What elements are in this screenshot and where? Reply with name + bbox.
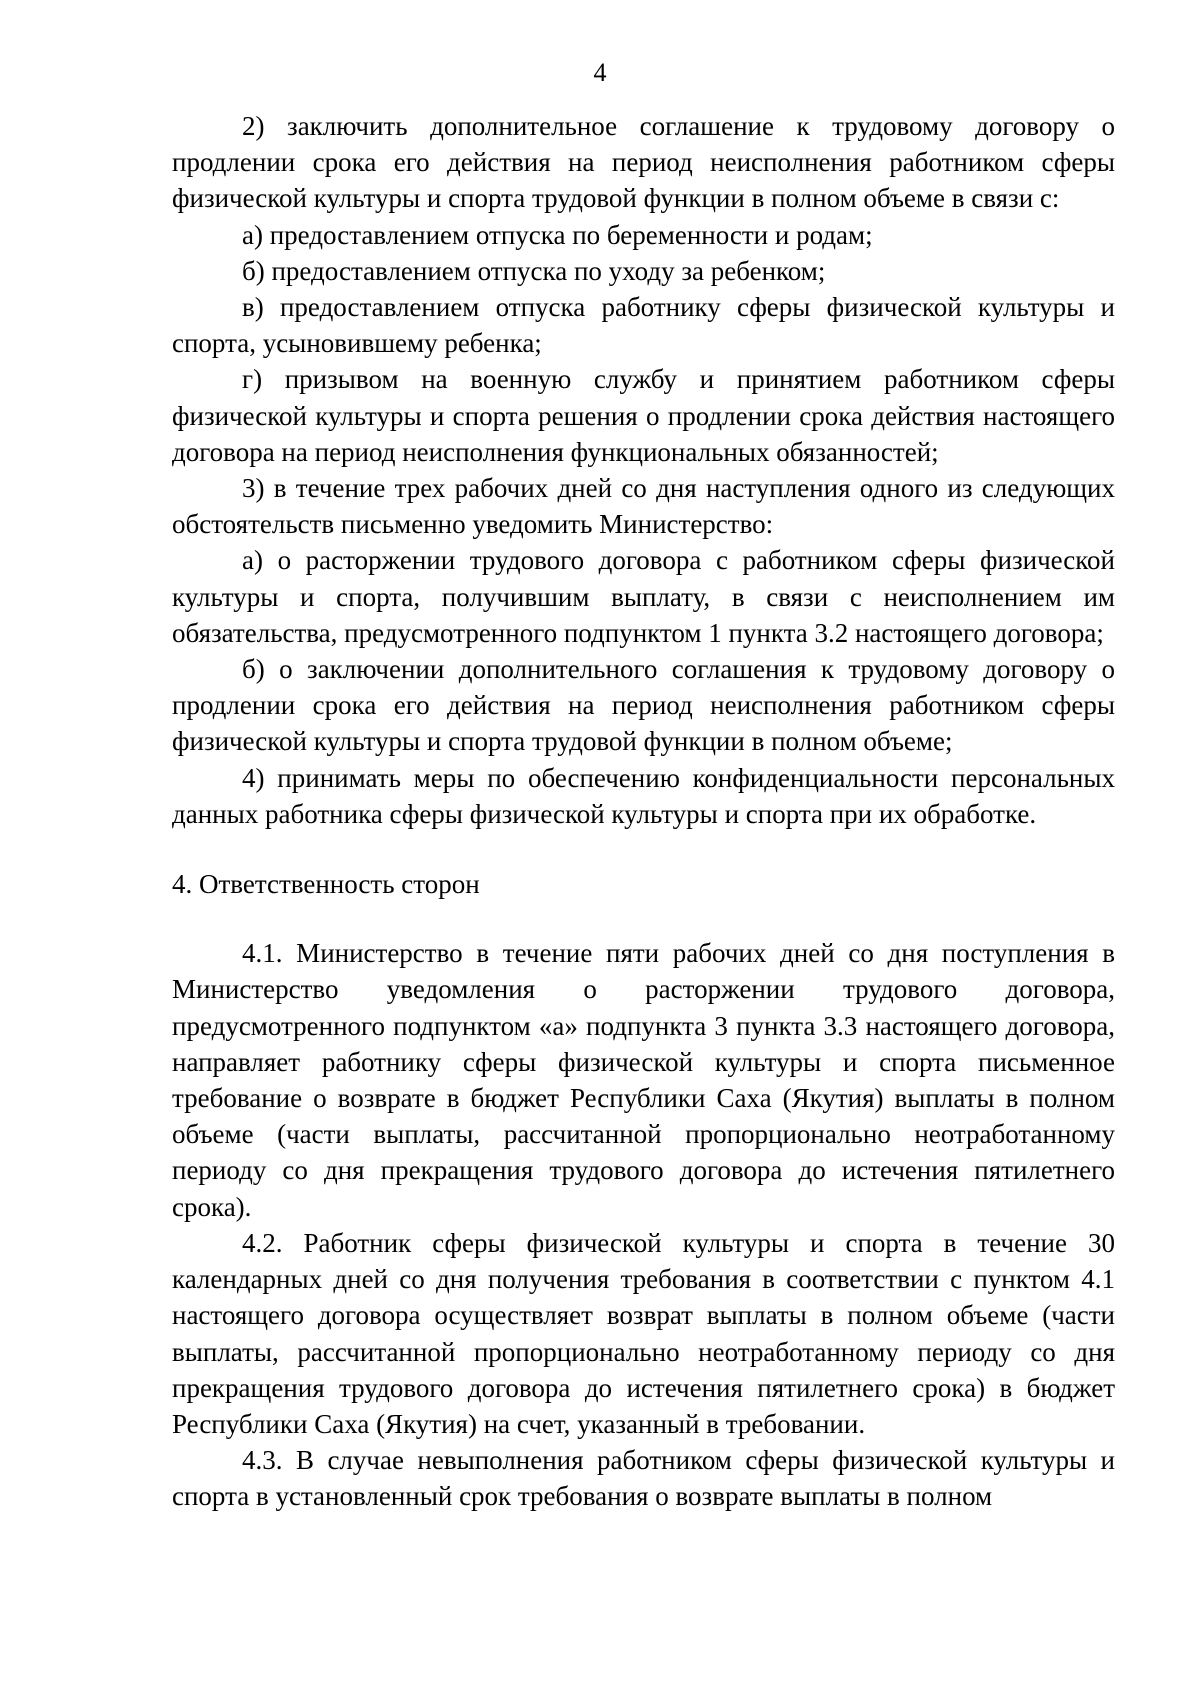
section-heading: 4. Ответственность сторон: [172, 869, 480, 900]
paragraph: а) о расторжении трудового договора с работником сферы физической культуры и спорта, получившим выплату, в связи с неисполнением им обязательства, предусмотренного подпунктом 1 пункта 3.2 настоящего договора;: [172, 545, 1115, 648]
paragraph: а) предоставлением отпуска по беременности и родам;: [242, 219, 873, 250]
document-body: [172, 108, 1115, 1515]
paragraph: б) предоставлением отпуска по уходу за ребенком;: [242, 255, 826, 286]
paragraph: 2) заключить дополнительное соглашение к трудовому договору о продлении срока его действия на период неисполнения работником сферы физической культуры и спорта трудовой функции в полном объеме в связи с:: [172, 111, 1115, 214]
paragraph: б) о заключении дополнительного соглашения к трудовому договору о продлении срока его действия на период неисполнения работником сферы физической культуры и спорта трудовой функции в полном объеме;: [172, 654, 1115, 757]
paragraph: 3) в течение трех рабочих дней со дня наступления одного из следующих обстоятельств письменно уведомить Министерство:: [172, 473, 1115, 540]
paragraph: 4) принимать меры по обеспечению конфиденциальности персональных данных работника сферы физической культуры и спорта при их обработке.: [172, 762, 1115, 829]
paragraph: в) предоставлением отпуска работнику сферы физической культуры и спорта, усыновившему ребенка;: [172, 292, 1115, 359]
page-number: 4: [593, 58, 607, 87]
paragraph: 4.2. Работник сферы физической культуры и спорта в течение 30 календарных дней со дня получения требования в соответствии с пунктом 4.1 настоящего договора осуществляет возврат выплаты в полном объеме (части выплаты, рассчитанной пропорционально неотработанному периоду со дня прекращения трудового договора до истечения пятилетнего срока) в бюджет Республики Саха (Якутия) на счет, указанный в требовании.: [172, 1227, 1115, 1439]
paragraph: 4.1. Министерство в течение пяти рабочих дней со дня поступления в Министерство уведомления о расторжении трудового договора, предусмотренного подпунктом «а» подпункта 3 пункта 3.3 настоящего договора, направляет работнику сферы физической культуры и спорта письменное требование о возврате в бюджет Республики Саха (Якутия) выплаты в полном объеме (части выплаты, рассчитанной пропорционально неотработанному периоду со дня прекращения трудового договора до истечения пятилетнего срока).: [172, 938, 1115, 1222]
paragraph: г) призывом на военную службу и принятием работником сферы физической культуры и спорта решения о продлении срока действия настоящего договора на период неисполнения функциональных обязанностей;: [172, 364, 1115, 467]
paragraph: 4.3. В случае невыполнения работником сферы физической культуры и спорта в установленный срок требования о возврате выплаты в полном: [172, 1445, 1115, 1512]
